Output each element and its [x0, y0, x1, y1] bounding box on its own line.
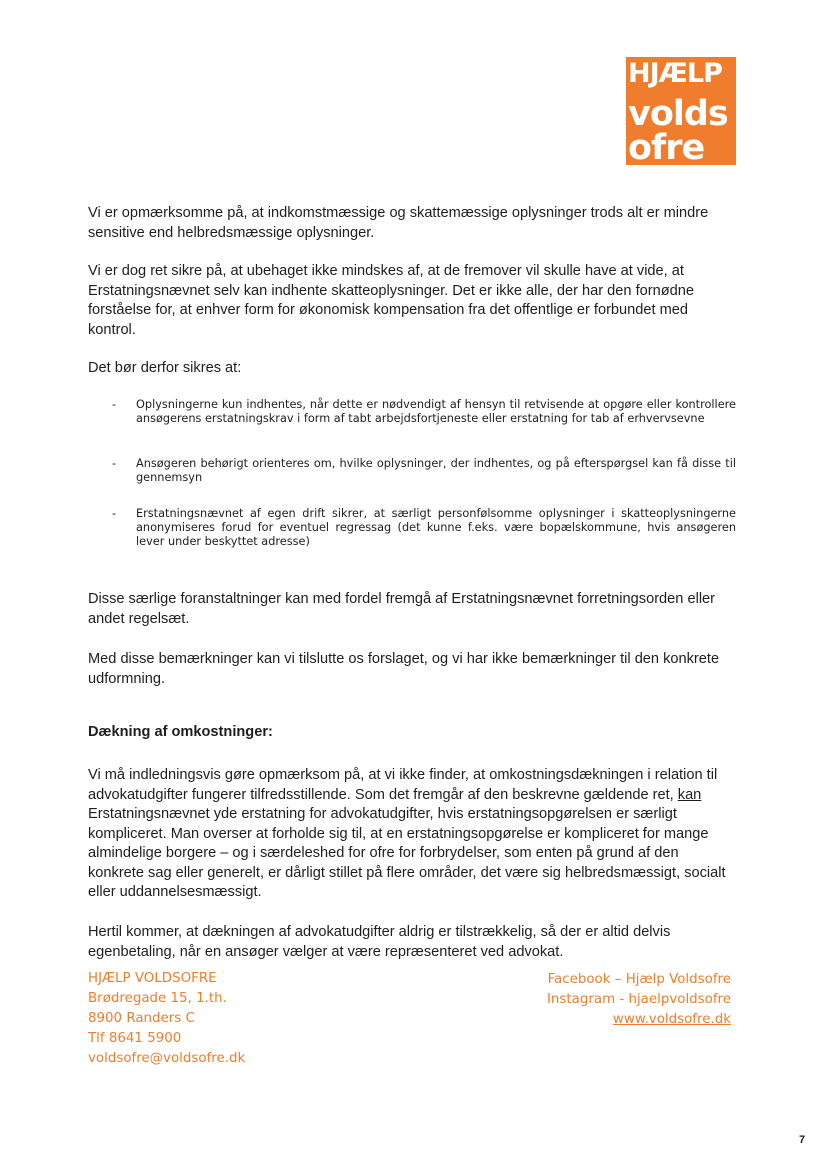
bullet-text: Ansøgeren behørigt orienteres om, hvilke oplysninger, der indhentes, og på efterspørgsel kan få disse til gennemsyn: [136, 457, 736, 484]
paragraph-should-ensure: [88, 359, 738, 379]
footer-address: [88, 969, 245, 1069]
footer-phone: Tlf 8641 5900: [88, 1031, 182, 1046]
paragraph-text: Disse særlige foranstaltninger kan med fordel fremgå af Erstatningsnævnet forretningsorden eller andet regelsæt.: [88, 591, 716, 627]
footer-website-link[interactable]: www.voldsofre.dk: [612, 1012, 731, 1027]
bullet-list-item-1: [112, 398, 736, 426]
logo-line-2: volds: [628, 94, 728, 134]
underlined-word: kan: [677, 786, 702, 803]
section-heading: Dækning af omkostninger:: [88, 724, 273, 740]
footer-social: [547, 970, 731, 1030]
bullet-dash: -: [112, 507, 117, 520]
paragraph-sensitivity: [88, 204, 738, 243]
paragraph-cost-coverage: [88, 766, 738, 903]
footer-facebook: Facebook – Hjælp Voldsofre: [547, 972, 731, 987]
paragraph-text: Vi er opmærksomme på, at indkomstmæssige og skattemæssige oplysninger trods alt er mindre sensitive end helbredsmæssige oplysninger.: [88, 205, 709, 241]
list-item: [112, 507, 736, 549]
paragraph-text: Det bør derfor sikres at:: [88, 360, 242, 376]
footer-instagram: Instagram - hjaelpvoldsofre: [546, 992, 731, 1007]
logo-line-3: ofre: [628, 128, 705, 165]
list-item: [112, 398, 736, 426]
paragraph-discomfort: [88, 262, 738, 340]
footer-org-name: HJÆLP VOLDSOFRE: [88, 971, 217, 986]
bullet-list-item-3: [112, 507, 736, 549]
bullet-dash: -: [112, 457, 117, 470]
list-item: [112, 457, 736, 485]
text-segment: Vi må indledningsvis gøre opmærksom på, at vi ikke finder, at omkostningsdækningen i relation til advokatudgifter fungerer tilfredsstillende. Som det fremgår af den beskrevne gældende ret,: [88, 767, 718, 803]
paragraph-text: [88, 766, 738, 903]
footer-email[interactable]: voldsofre@voldsofre.dk: [88, 1051, 246, 1066]
footer-city: 8900 Randers C: [88, 1011, 195, 1026]
logo-line-1: HJÆLP: [628, 58, 722, 89]
paragraph-support: [88, 650, 738, 689]
hjaelp-voldsofre-logo: [626, 57, 736, 165]
paragraph-measures: [88, 590, 738, 629]
bullet-dash: -: [112, 398, 117, 411]
paragraph-text: Vi er dog ret sikre på, at ubehaget ikke mindskes af, at de fremover vil skulle have at vide, at Erstatningsnævnet selv kan indhente skatteoplysninger. Det er ikke alle, der har den fornødne forståelse for, at enhver form for økonomisk kompensation fra det offentlige er forbundet med kontrol.: [88, 263, 694, 338]
paragraph-self-payment: [88, 923, 738, 962]
paragraph-text: Hertil kommer, at dækningen af advokatudgifter aldrig er tilstrækkelig, så der er altid delvis egenbetaling, når en ansøger vælger at være repræsenteret ved advokat.: [88, 924, 671, 960]
page-number: 7: [799, 1134, 806, 1146]
footer-street: Brødregade 15, 1.th.: [88, 991, 227, 1006]
paragraph-text: Med disse bemærkninger kan vi tilslutte os forslaget, og vi har ikke bemærkninger til den konkrete udformning.: [88, 651, 720, 687]
bullet-text: Oplysningerne kun indhentes, når dette er nødvendigt af hensyn til retvisende at opgøre eller kontrollere ansøgerens erstatningskrav i form af tabt arbejdsfortjeneste eller erstatning for tab af erhvervsevne: [136, 398, 736, 425]
bullet-text: Erstatningsnævnet af egen drift sikrer, at særligt personfølsomme oplysninger i skatteoplysningerne anonymiseres forud for eventuel regressag (det kunne f.eks. være bopælskommune, hvis ansøgeren lever under beskyttet adresse): [136, 507, 736, 548]
bullet-list-item-2: [112, 457, 736, 485]
text-segment: Erstatningsnævnet yde erstatning for advokatudgifter, hvis erstatningsopgørelsen er særligt kompliceret. Man overser at forholde sig til, at en erstatningsopgørelse er kompliceret for mange almindelige borgere – og i særdeleshed for ofre for forbrydelser, som enten på grund af den konkrete sag eller generelt, er dårligt stillet på flere områder, det være sig helbredsmæssigt, socialt eller uddannelsesmæssigt.: [88, 806, 726, 900]
